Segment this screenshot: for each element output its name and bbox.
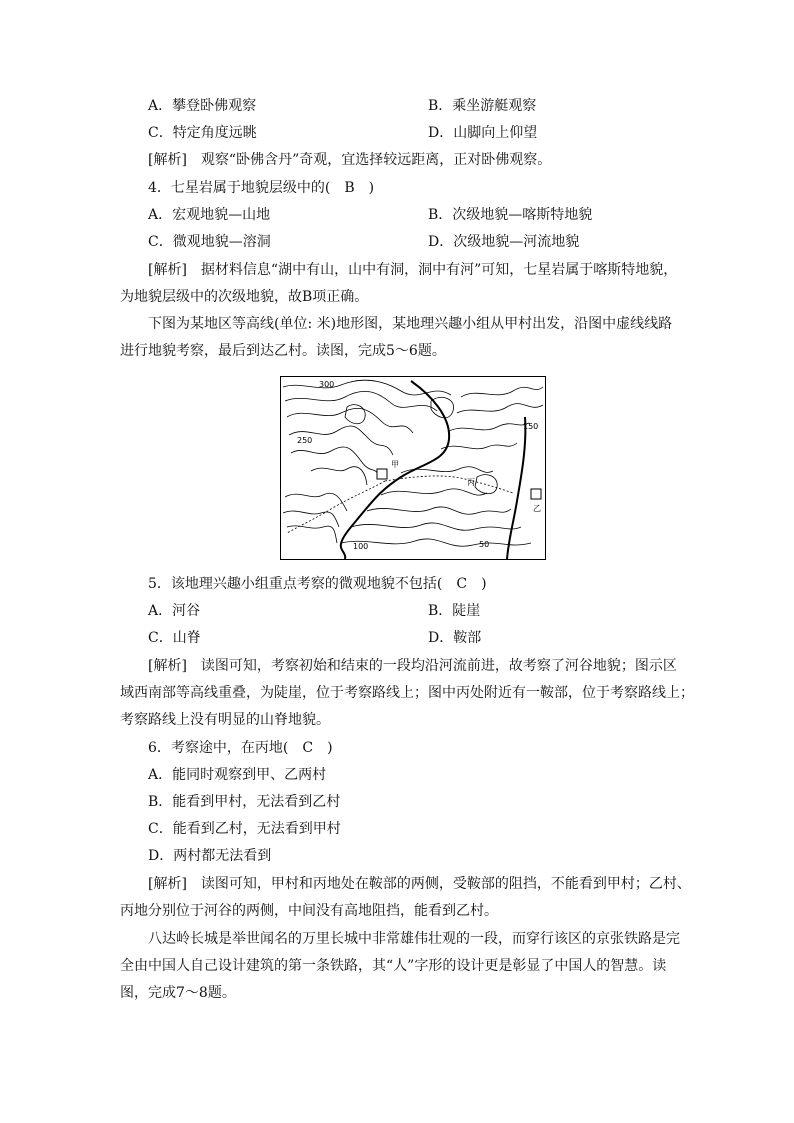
contour-line <box>457 404 543 413</box>
contour-map-svg <box>281 377 545 559</box>
contour-line <box>291 447 379 477</box>
contour-label-150: 150 <box>523 422 539 431</box>
contour-line <box>311 467 367 485</box>
contour-map <box>280 376 546 560</box>
q5-analysis-line2: 域西南部等高线重叠，为陡崖，位于考察路线上；图中丙处附近有一鞍部，位于考察路线上； <box>120 685 694 701</box>
q3-option-c: C．特定角度远眺 <box>148 125 257 141</box>
contour-line <box>285 391 437 411</box>
contour-line <box>341 539 531 546</box>
q4-analysis-line2: 为地貌层级中的次级地貌，故B项正确。 <box>120 289 369 305</box>
village-jia-label: 甲 <box>391 460 399 469</box>
village-yi-label: 乙 <box>533 504 541 513</box>
contour-line <box>441 443 517 449</box>
intro78-line1: 八达岭长城是举世闻名的万里长城中非常雄伟壮观的一段，而穿行该区的京张铁路是完 <box>148 931 680 947</box>
q5-analysis-line1: [解析] 读图可知，考察初始和结束的一段均沿河流前进，故考察了河谷地貌；图示区 <box>148 658 677 674</box>
contour-line <box>287 408 413 433</box>
q4-option-a: A．宏观地貌—山地 <box>148 207 271 223</box>
intro56-line2: 进行地貌考察，最后到达乙村。读图，完成5～6题。 <box>120 343 446 359</box>
q3-analysis: [解析] 观察“卧佛含丹”奇观，宜选择较远距离，正对卧佛观察。 <box>148 152 552 168</box>
contour-label-100: 100 <box>353 542 369 551</box>
intro78-line2: 全由中国人自己设计建筑的第一条铁路，其“人”字形的设计更是彰显了中国人的智慧。读 <box>120 958 667 974</box>
contour-line <box>287 526 337 543</box>
contour-line <box>381 489 487 495</box>
q4-stem: 4．七星岩属于地貌层级中的( B ) <box>148 180 375 196</box>
contour-line <box>351 523 521 530</box>
q3-option-a: A．攀登卧佛观察 <box>148 98 257 114</box>
q6-stem: 6．考察途中，在丙地( C ) <box>148 740 333 756</box>
contour-line <box>285 493 347 511</box>
place-bing-label: 丙 <box>467 478 475 487</box>
contour-label-250: 250 <box>297 436 313 445</box>
river <box>507 417 525 559</box>
q5-stem: 5．该地理兴趣小组重点考察的微观地貌不包括( C ) <box>148 576 487 592</box>
q4-option-b: B．次级地貌—喀斯特地貌 <box>428 207 593 223</box>
q6-analysis-line2: 丙地分别位于河谷的两侧，中间没有高地阻挡，能看到乙村。 <box>120 903 498 919</box>
q6-option-c: C．能看到乙村，无法看到甲村 <box>148 821 341 837</box>
q5-analysis-line3: 考察路线上没有明显的山脊地貌。 <box>120 712 330 728</box>
survey-route <box>287 481 385 533</box>
q6-option-a: A．能同时观察到甲、乙两村 <box>148 767 327 783</box>
q5-option-b: B．陡崖 <box>428 603 481 619</box>
q5-option-d: D．鞍部 <box>428 630 482 646</box>
intro78-line3: 图，完成7～8题。 <box>120 985 236 1001</box>
q5-option-c: C．山脊 <box>148 630 201 646</box>
q6-option-d: D．两村都无法看到 <box>148 848 272 864</box>
intro56-line1: 下图为某地区等高线(单位: 米)地形图，某地理兴趣小组从甲村出发，沿图中虚线线路 <box>148 316 673 332</box>
contour-line <box>283 511 339 527</box>
q6-option-b: B．能看到甲村，无法看到乙村 <box>148 794 341 810</box>
q4-option-d: D．次级地貌—河流地貌 <box>428 234 580 250</box>
contour-line <box>367 507 511 514</box>
contour-line <box>461 387 543 397</box>
village-jia-icon <box>377 469 387 479</box>
q4-analysis-line1: [解析] 据材料信息“湖中有山，山中有洞，洞中有河”可知，七星岩属于喀斯特地貌， <box>148 262 678 278</box>
contour-hill <box>345 405 365 424</box>
contour-label-50: 50 <box>479 540 490 549</box>
survey-route <box>385 476 513 493</box>
contour-line <box>449 423 529 431</box>
village-yi-icon <box>531 489 541 499</box>
q5-option-a: A．河谷 <box>148 603 201 619</box>
q3-option-b: B．乘坐游艇观察 <box>428 98 537 114</box>
q6-analysis-line1: [解析] 读图可知，甲村和丙地处在鞍部的两侧，受鞍部的阻挡，不能看到甲村；乙村、 <box>148 876 691 892</box>
contour-label-300: 300 <box>319 380 335 389</box>
q4-option-c: C．微观地貌—溶洞 <box>148 234 271 250</box>
q3-option-d: D．山脚向上仰望 <box>428 125 538 141</box>
